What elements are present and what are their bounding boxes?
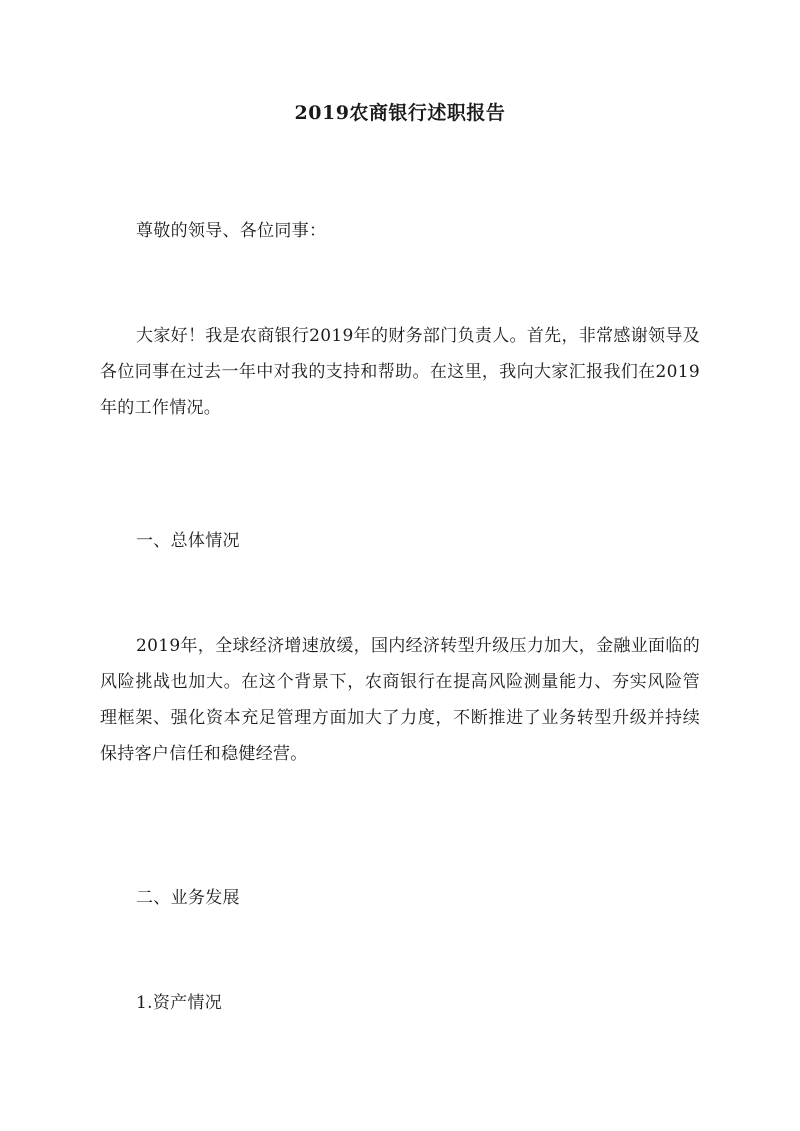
subsection-heading-assets: 1.资产情况	[136, 993, 223, 1013]
section-heading-overall: 一、总体情况	[136, 531, 240, 551]
document-title: 2019农商银行述职报告	[294, 102, 506, 124]
intro-paragraph: 大家好！我是农商银行2019年的财务部门负责人。首先，非常感谢领导及各位同事在过去一年中对我的支持和帮助。在这里，我向大家汇报我们在2019年的工作情况。	[100, 326, 700, 418]
section-heading-business: 二、业务发展	[136, 888, 240, 908]
overall-situation-paragraph: 2019年，全球经济增速放缓，国内经济转型升级压力加大，金融业面临的风险挑战也加大。在这个背景下，农商银行在提高风险测量能力、夯实风险管理框架、强化资本充足管理方面加大了力度，不断推进了业务转型升级并持续保持客户信任和稳健经营。	[100, 636, 700, 764]
greeting-paragraph: 尊敬的领导、各位同事：	[136, 221, 327, 241]
